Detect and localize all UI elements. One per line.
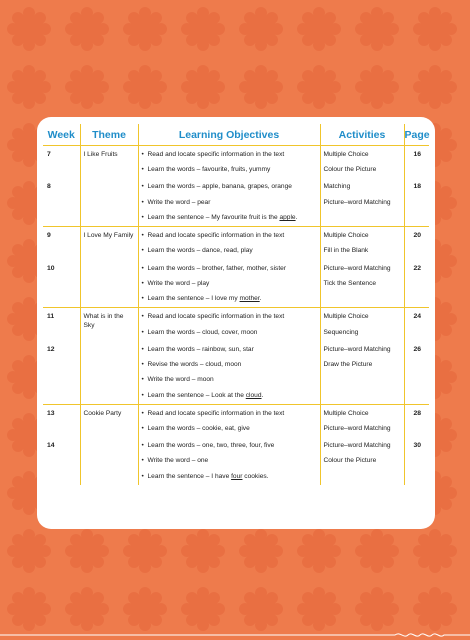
objective-item: [142, 265, 317, 273]
objectives-cell: [138, 437, 320, 485]
activities-cell: [320, 260, 404, 308]
objectives-list: [142, 151, 317, 174]
objective-item: [142, 183, 317, 191]
objective-text: Read and locate specific information in the text: [147, 409, 285, 417]
underlined-word: mother: [239, 295, 260, 303]
activities-cell: [320, 308, 404, 341]
theme-cell: Cookie Party: [80, 404, 138, 485]
objective-text: Write the word – play: [147, 279, 210, 287]
table-row: [43, 227, 429, 260]
activity-item: Draw the Picture: [323, 361, 373, 369]
objective-text: Read and locate specific information in the text: [147, 313, 285, 321]
objectives-cell: [138, 227, 320, 260]
objective-text: Learn the words – apple, banana, grapes, orange: [147, 183, 292, 191]
theme-cell: I Love My Family: [80, 227, 138, 308]
objective-text: Write the word – pear: [147, 198, 211, 206]
page-number-cell: 22: [404, 260, 429, 308]
header-theme: Theme: [80, 124, 138, 146]
activities-list: [324, 183, 401, 206]
objectives-list: [142, 410, 317, 433]
table-row: [43, 146, 429, 179]
objective-item: [142, 329, 317, 337]
page-number-cell: 24: [404, 308, 429, 341]
objective-text: Learn the words – cookie, eat, give: [147, 424, 250, 432]
objective-item: [142, 232, 317, 240]
objective-text: Learn the words – brother, father, mother, sister: [147, 264, 287, 272]
activities-cell: [320, 437, 404, 485]
objective-item: [142, 473, 317, 481]
page-number-cell: 26: [404, 341, 429, 404]
objective-text: Learn the words – rainbow, sun, star: [147, 345, 254, 353]
table-header-row: [43, 124, 429, 146]
objective-text: Learn the words – favourite, fruits, yummy: [147, 166, 271, 174]
week-cell: 8: [47, 183, 51, 191]
objectives-list: [142, 265, 317, 304]
curriculum-card: [37, 117, 435, 529]
curriculum-table: [43, 124, 429, 485]
objective-item: [142, 425, 317, 433]
activity-item: Picture–word Matching: [323, 198, 391, 206]
objectives-list: [142, 313, 317, 336]
activities-list: [324, 410, 401, 433]
activities-cell: [320, 227, 404, 260]
objectives-cell: [138, 260, 320, 308]
objectives-cell: [138, 146, 320, 179]
objective-tail: .: [295, 213, 298, 221]
squiggle-decoration: [0, 628, 470, 640]
objective-item: [142, 313, 317, 321]
header-learning-objectives: Learning Objectives: [138, 124, 320, 146]
activity-item: Picture–word Matching: [323, 345, 391, 353]
objective-text: Learn the sentence – I love my: [147, 295, 240, 303]
underlined-word: four: [231, 472, 243, 480]
activity-item: Colour the Picture: [323, 166, 377, 174]
objective-text: Revise the words – cloud, moon: [147, 361, 242, 369]
objective-tail: .: [259, 295, 262, 303]
week-cell: 10: [47, 264, 55, 272]
objective-text: Write the word – moon: [147, 376, 214, 384]
week-cell: 12: [47, 345, 55, 353]
header-week: Week: [43, 124, 80, 146]
objective-item: [142, 247, 317, 255]
week-cell: 14: [47, 442, 55, 450]
objective-item: [142, 151, 317, 159]
objective-item: [142, 376, 317, 384]
week-cell: 13: [43, 404, 80, 437]
objective-text: Learn the sentence – Look at the: [147, 391, 246, 399]
activity-item: Tick the Sentence: [323, 279, 377, 287]
objectives-list: [142, 442, 317, 481]
objective-text: Learn the sentence – My favourite fruit is the: [147, 213, 280, 221]
objective-item: [142, 410, 317, 418]
header-activities: Activities: [320, 124, 404, 146]
activities-cell: [320, 146, 404, 179]
header-page: Page: [404, 124, 429, 146]
objective-item: [142, 295, 317, 303]
activity-item: Picture–word Matching: [323, 424, 391, 432]
page-number-cell: 18: [404, 178, 429, 226]
objectives-list: [142, 346, 317, 400]
objectives-cell: [138, 308, 320, 341]
activities-cell: [320, 341, 404, 404]
objective-item: [142, 199, 317, 207]
objective-item: [142, 361, 317, 369]
week-cell: 7: [43, 146, 80, 179]
theme-cell: What is in the Sky: [80, 308, 138, 404]
objective-text: Learn the words – cloud, cover, moon: [147, 328, 258, 336]
activity-item: Multiple Choice: [323, 232, 369, 240]
activities-list: [324, 313, 401, 336]
objective-tail: cookies.: [242, 472, 269, 480]
objective-item: [142, 346, 317, 354]
activities-list: [324, 346, 401, 369]
activity-item: Multiple Choice: [323, 409, 369, 417]
objectives-cell: [138, 404, 320, 437]
objectives-list: [142, 183, 317, 222]
objectives-cell: [138, 178, 320, 226]
page-number-cell: 20: [404, 227, 429, 260]
week-cell: 9: [43, 227, 80, 260]
objectives-list: [142, 232, 317, 255]
page-number-cell: 28: [404, 404, 429, 437]
activities-list: [324, 151, 401, 174]
activity-item: Sequencing: [323, 328, 359, 336]
objective-text: Read and locate specific information in the text: [147, 232, 285, 240]
underlined-word: apple: [279, 213, 296, 221]
objective-text: Learn the sentence – I have: [147, 472, 232, 480]
underlined-word: cloud: [245, 391, 262, 399]
activity-item: Multiple Choice: [323, 313, 369, 321]
objective-item: [142, 457, 317, 465]
activities-list: [324, 232, 401, 255]
page-number-cell: 16: [404, 146, 429, 179]
activity-item: Picture–word Matching: [323, 264, 391, 272]
activities-cell: [320, 404, 404, 437]
objective-text: Write the word – one: [147, 457, 209, 465]
objective-item: [142, 442, 317, 450]
objective-text: Learn the words – dance, read, play: [147, 247, 253, 255]
table-row: [43, 308, 429, 341]
activity-item: Fill in the Blank: [323, 247, 369, 255]
week-cell: 11: [43, 308, 80, 341]
table-row: [43, 404, 429, 437]
objective-text: Learn the words – one, two, three, four, five: [147, 442, 275, 450]
objective-item: [142, 280, 317, 288]
page-number-cell: 30: [404, 437, 429, 485]
activities-list: [324, 265, 401, 288]
objective-tail: .: [261, 391, 264, 399]
theme-cell: I Like Fruits: [80, 146, 138, 227]
activities-cell: [320, 178, 404, 226]
activity-item: Matching: [323, 183, 351, 191]
objective-item: [142, 166, 317, 174]
activity-item: Multiple Choice: [323, 151, 369, 158]
objective-item: [142, 392, 317, 400]
table-body: [43, 146, 429, 485]
activity-item: Colour the Picture: [323, 457, 377, 465]
objectives-cell: [138, 341, 320, 404]
objective-item: [142, 214, 317, 222]
activities-list: [324, 442, 401, 465]
objective-text: Read and locate specific information in the text: [147, 151, 285, 158]
activity-item: Picture–word Matching: [323, 442, 391, 450]
